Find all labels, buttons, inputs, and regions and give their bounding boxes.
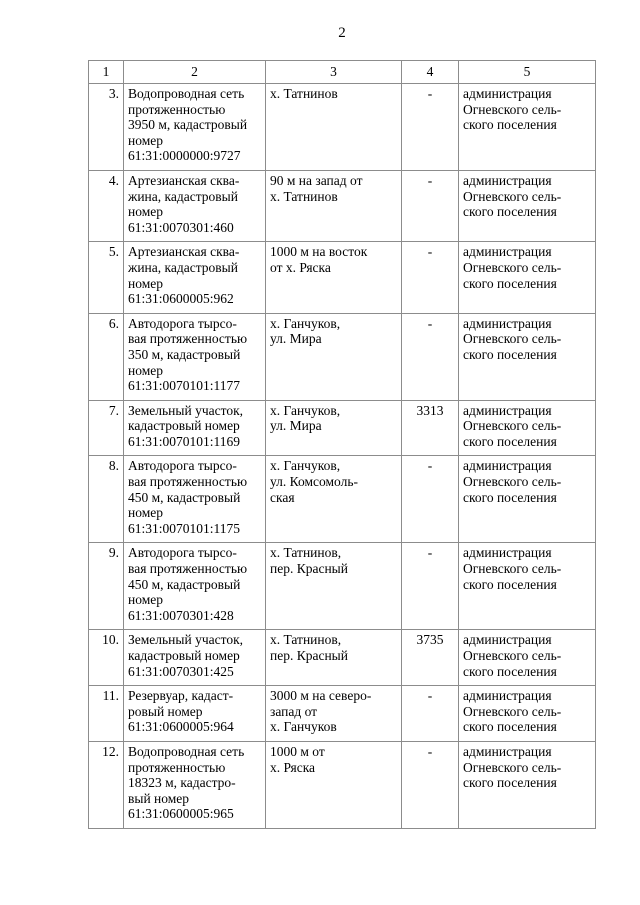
location-line: х. Татнинов,: [270, 545, 342, 561]
column-header-2: 2: [124, 61, 266, 84]
row-number-cell: 3.: [89, 84, 124, 171]
rights-holder-cell: [459, 242, 596, 313]
row-number-cell: 6.: [89, 313, 124, 400]
object-name-line: 61:31:0600005:962: [128, 291, 234, 307]
rights-holder-line: Огневского сель-: [463, 101, 562, 117]
rights-holder-line: администрация: [463, 632, 552, 648]
object-name-line: 61:31:0070301:460: [128, 219, 234, 235]
object-name-line: 61:31:0600005:964: [128, 719, 234, 735]
rights-holder-line: ского поселения: [463, 576, 557, 592]
object-name-line: Автодорога тырсо-: [128, 458, 237, 474]
object-name-line: номер: [128, 275, 164, 291]
object-name-cell: [124, 400, 266, 456]
row-number-cell: 4.: [89, 170, 124, 241]
rights-holder-line: ского поселения: [463, 775, 557, 791]
row-number-cell: 10.: [89, 630, 124, 686]
location-line: х. Ганчуков: [270, 719, 337, 735]
object-name-line: Водопроводная сеть: [128, 86, 245, 101]
object-name-line: 61:31:0070101:1169: [128, 433, 241, 449]
location-cell: [266, 630, 402, 686]
object-name-line: 61:31:0070101:1177: [128, 378, 241, 394]
location-line: х. Ганчуков,: [270, 402, 341, 418]
table-row: [89, 630, 596, 686]
location-line: 1000 м от: [270, 743, 325, 759]
object-name-line: протяженностью: [128, 759, 226, 775]
object-name-line: 61:31:0600005:965: [128, 806, 234, 822]
object-name-line: 61:31:0070301:428: [128, 607, 234, 623]
object-name-cell: [124, 686, 266, 742]
object-name-cell: [124, 170, 266, 241]
object-name-line: номер: [128, 132, 164, 148]
location-line: х. Ряска: [270, 759, 316, 775]
location-cell: [266, 242, 402, 313]
area-cell: 3735: [402, 630, 459, 686]
rights-holder-cell: [459, 84, 596, 171]
row-number-cell: 12.: [89, 741, 124, 828]
location-cell: [266, 313, 402, 400]
table-body: [89, 84, 596, 829]
object-name-cell: [124, 456, 266, 543]
object-name-cell: [124, 741, 266, 828]
rights-holder-cell: [459, 543, 596, 630]
object-name-line: 3950 м, кадастровый: [128, 117, 248, 133]
object-name-line: Резервуар, кадаст-: [128, 688, 234, 704]
location-line: пер. Красный: [270, 648, 348, 663]
table-row: [89, 543, 596, 630]
location-cell: [266, 543, 402, 630]
rights-holder-cell: [459, 170, 596, 241]
object-name-line: ровый номер: [128, 703, 203, 719]
location-line: х. Татнинов: [270, 86, 338, 101]
rights-holder-cell: [459, 400, 596, 456]
row-number-cell: 8.: [89, 456, 124, 543]
rights-holder-line: ского поселения: [463, 275, 557, 291]
area-cell: -: [402, 686, 459, 742]
location-line: 3000 м на северо-: [270, 688, 372, 704]
location-cell: [266, 400, 402, 456]
rights-holder-line: администрация: [463, 86, 552, 101]
rights-holder-line: ского поселения: [463, 489, 557, 505]
object-name-cell: [124, 543, 266, 630]
object-name-line: жина, кадастровый: [128, 259, 238, 275]
rights-holder-line: администрация: [463, 244, 552, 260]
object-name-line: Автодорога тырсо-: [128, 545, 237, 561]
object-name-line: номер: [128, 592, 164, 608]
object-name-line: вая протяженностью: [128, 331, 248, 347]
rights-holder-line: ского поселения: [463, 117, 557, 133]
object-name-line: 61:31:0070101:1175: [128, 520, 241, 536]
object-name-cell: [124, 242, 266, 313]
row-number-cell: 5.: [89, 242, 124, 313]
location-cell: [266, 686, 402, 742]
rights-holder-cell: [459, 686, 596, 742]
rights-holder-line: ского поселения: [463, 346, 557, 362]
rights-holder-line: Огневского сель-: [463, 188, 562, 204]
rights-holder-line: Огневского сель-: [463, 474, 562, 490]
object-name-line: кадастровый номер: [128, 418, 240, 434]
object-name-line: Артезианская сква-: [128, 244, 240, 260]
rights-holder-line: администрация: [463, 402, 552, 418]
object-name-line: вая протяженностью: [128, 561, 248, 577]
rights-holder-line: ского поселения: [463, 204, 557, 220]
table-row: [89, 84, 596, 171]
location-line: ская: [270, 489, 295, 505]
area-cell: -: [402, 543, 459, 630]
page-number: 2: [338, 25, 346, 41]
rights-holder-line: администрация: [463, 545, 552, 561]
location-line: от х. Ряска: [270, 259, 331, 275]
location-line: 90 м на запад от: [270, 172, 363, 188]
column-header-3: 3: [266, 61, 402, 84]
table-row: [89, 313, 596, 400]
area-cell: -: [402, 456, 459, 543]
table-row: [89, 686, 596, 742]
object-name-line: Земельный участок,: [128, 632, 244, 648]
object-name-line: Земельный участок,: [128, 402, 244, 418]
column-header-4: 4: [402, 61, 459, 84]
object-name-line: номер: [128, 505, 164, 521]
rights-holder-line: Огневского сель-: [463, 331, 562, 347]
rights-holder-cell: [459, 741, 596, 828]
location-cell: [266, 741, 402, 828]
location-line: пер. Красный: [270, 561, 348, 577]
location-line: 1000 м на восток: [270, 244, 368, 260]
rights-holder-line: ского поселения: [463, 719, 557, 735]
object-name-line: номер: [128, 204, 164, 220]
table-row: [89, 170, 596, 241]
area-cell: -: [402, 170, 459, 241]
object-name-line: Артезианская сква-: [128, 172, 240, 188]
object-name-cell: [124, 84, 266, 171]
row-number-cell: 11.: [89, 686, 124, 742]
rights-holder-line: администрация: [463, 743, 552, 759]
rights-holder-line: администрация: [463, 688, 552, 704]
object-name-line: 18323 м, кадастро-: [128, 775, 236, 791]
location-cell: [266, 170, 402, 241]
object-name-line: 450 м, кадастровый: [128, 576, 241, 592]
table-row: [89, 741, 596, 828]
object-name-line: 450 м, кадастровый: [128, 489, 241, 505]
object-name-line: вый номер: [128, 790, 190, 806]
rights-holder-line: Огневского сель-: [463, 418, 562, 434]
object-name-line: Автодорога тырсо-: [128, 315, 237, 331]
area-cell: -: [402, 741, 459, 828]
rights-holder-cell: [459, 313, 596, 400]
column-header-5: 5: [459, 61, 596, 84]
object-name-line: 61:31:0070301:425: [128, 663, 234, 679]
object-name-cell: [124, 313, 266, 400]
area-cell: -: [402, 242, 459, 313]
rights-holder-line: Огневского сель-: [463, 648, 562, 663]
object-name-line: 61:31:0000000:9727: [128, 148, 241, 164]
row-number-cell: 7.: [89, 400, 124, 456]
rights-holder-line: ского поселения: [463, 663, 557, 679]
location-cell: [266, 84, 402, 171]
location-line: ул. Мира: [270, 418, 322, 434]
area-cell: -: [402, 84, 459, 171]
location-line: х. Татнинов,: [270, 632, 342, 648]
object-name-line: номер: [128, 362, 164, 378]
object-name-cell: [124, 630, 266, 686]
rights-holder-line: Огневского сель-: [463, 259, 562, 275]
location-cell: [266, 456, 402, 543]
table-row: [89, 400, 596, 456]
rights-holder-line: Огневского сель-: [463, 561, 562, 577]
table-row: [89, 456, 596, 543]
table-row: [89, 242, 596, 313]
property-registry-table: [88, 60, 596, 829]
rights-holder-line: Огневского сель-: [463, 759, 562, 775]
rights-holder-cell: [459, 630, 596, 686]
header-row: [89, 61, 596, 84]
object-name-line: кадастровый номер: [128, 648, 240, 663]
area-cell: 3313: [402, 400, 459, 456]
row-number-cell: 9.: [89, 543, 124, 630]
rights-holder-line: ского поселения: [463, 433, 557, 449]
location-line: х. Ганчуков,: [270, 315, 341, 331]
area-cell: -: [402, 313, 459, 400]
object-name-line: 350 м, кадастровый: [128, 346, 241, 362]
rights-holder-line: администрация: [463, 315, 552, 331]
object-name-line: Водопроводная сеть: [128, 743, 245, 759]
rights-holder-line: администрация: [463, 172, 552, 188]
rights-holder-line: Огневского сель-: [463, 703, 562, 719]
rights-holder-cell: [459, 456, 596, 543]
table-header: [89, 61, 596, 84]
location-line: х. Татнинов: [270, 188, 338, 204]
location-line: ул. Комсомоль-: [270, 474, 359, 490]
location-line: х. Ганчуков,: [270, 458, 341, 474]
object-name-line: протяженностью: [128, 101, 226, 117]
location-line: запад от: [270, 703, 318, 719]
rights-holder-line: администрация: [463, 458, 552, 474]
object-name-line: вая протяженностью: [128, 474, 248, 490]
object-name-line: жина, кадастровый: [128, 188, 238, 204]
location-line: ул. Мира: [270, 331, 322, 347]
column-header-1: 1: [89, 61, 124, 84]
